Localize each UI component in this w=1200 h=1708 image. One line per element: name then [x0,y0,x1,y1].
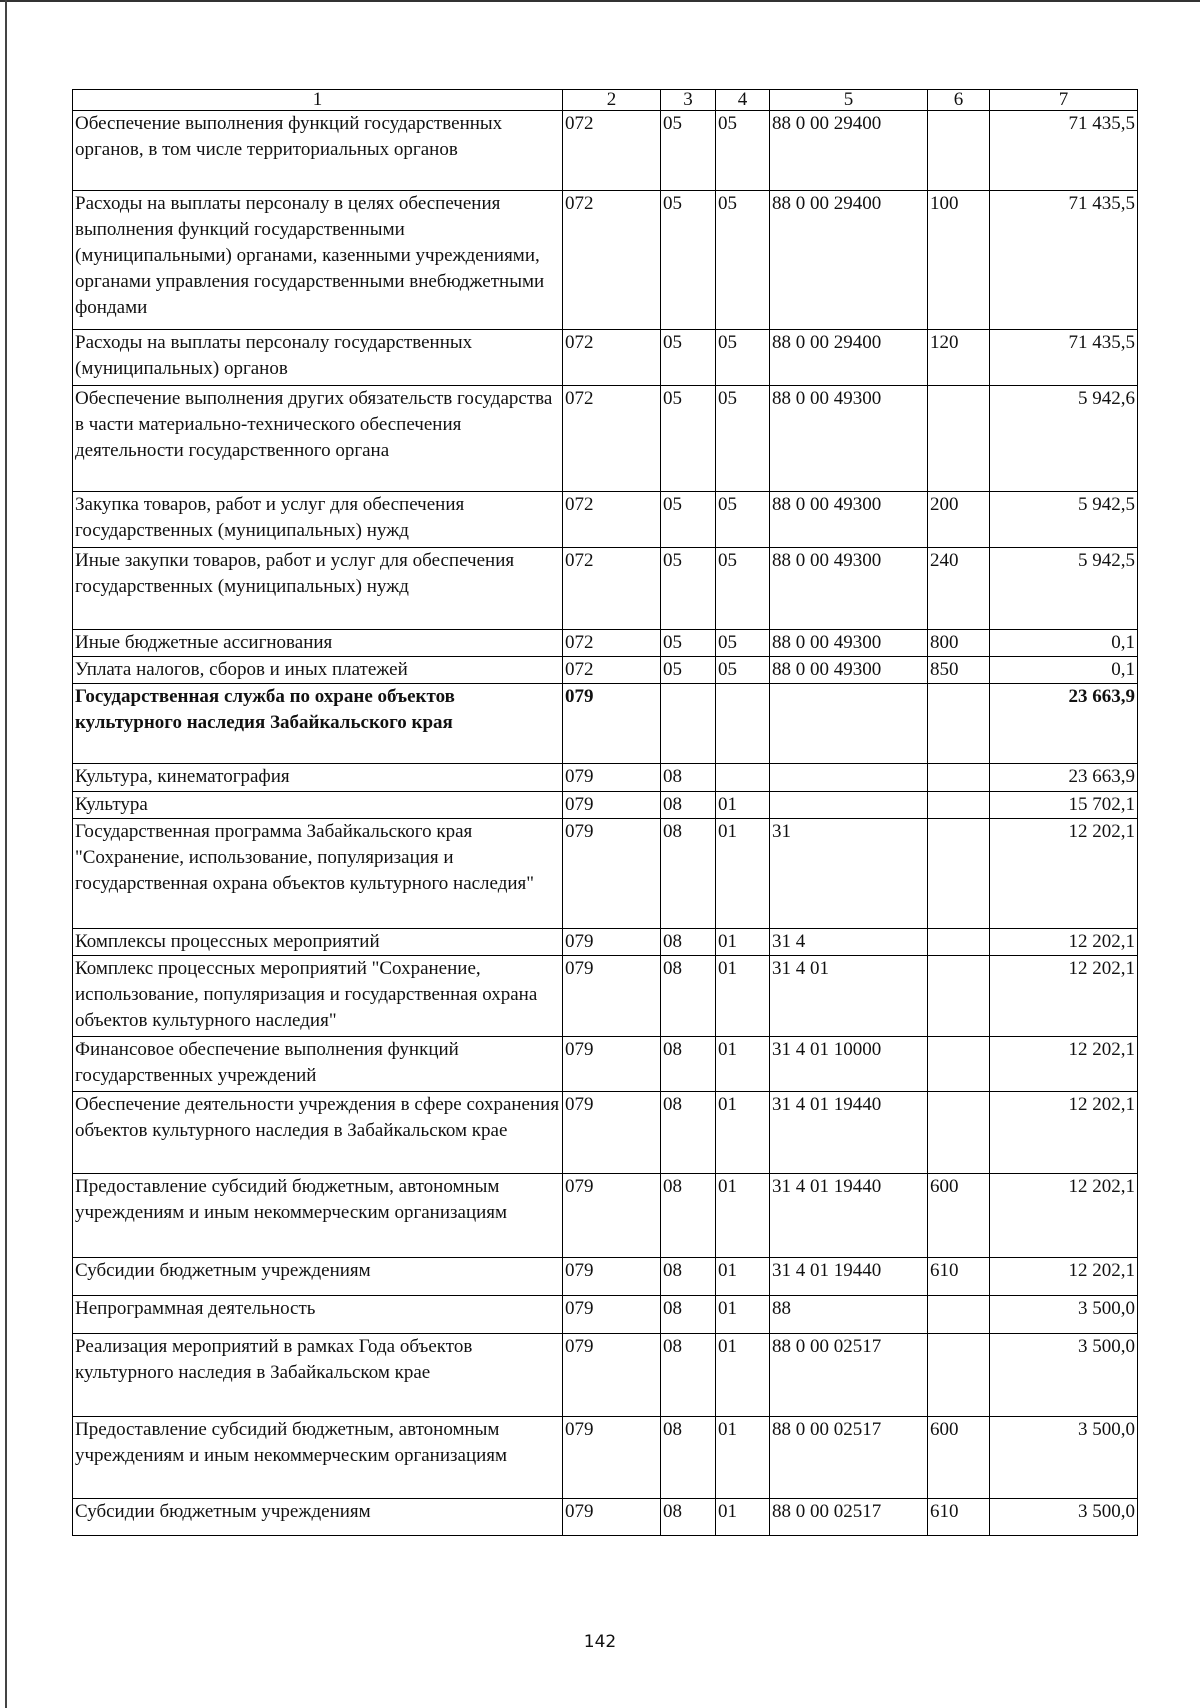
row-code-2: 079 [563,819,661,929]
page-number: 142 [583,1632,617,1652]
row-code-2: 079 [563,1499,661,1536]
row-code-3: 08 [661,764,716,792]
table-row [73,111,1138,191]
row-code-5: 31 4 01 19440 [770,1174,928,1258]
row-code-4: 05 [716,111,770,191]
row-name: Финансовое обеспечение выполнения функций государственных учреждений [73,1037,563,1092]
header-col-6: 6 [928,90,990,111]
row-code-2: 079 [563,684,661,764]
row-code-5: 88 0 00 02517 [770,1417,928,1499]
row-name: Культура [73,792,563,819]
row-name: Обеспечение выполнения других обязательств государства в части материально-технического обеспечения деятельности государственного органа [73,386,563,492]
row-code-5: 88 0 00 02517 [770,1334,928,1417]
row-amount: 12 202,1 [990,1258,1138,1296]
row-code-4: 01 [716,929,770,956]
row-amount: 3 500,0 [990,1499,1138,1536]
row-code-2: 079 [563,956,661,1037]
row-code-3: 05 [661,657,716,684]
row-code-2: 072 [563,657,661,684]
row-code-2: 079 [563,792,661,819]
row-amount: 12 202,1 [990,956,1138,1037]
row-code-5: 88 0 00 49300 [770,657,928,684]
table-row [73,956,1138,1037]
row-code-6 [928,1092,990,1174]
row-code-5: 31 4 01 19440 [770,1258,928,1296]
row-code-3: 08 [661,1334,716,1417]
table-row [73,819,1138,929]
row-code-2: 079 [563,1296,661,1334]
row-code-2: 072 [563,191,661,330]
row-amount: 0,1 [990,657,1138,684]
row-amount: 5 942,6 [990,386,1138,492]
row-code-3 [661,684,716,764]
table-row [73,764,1138,792]
row-amount: 12 202,1 [990,819,1138,929]
row-code-5: 31 4 01 10000 [770,1037,928,1092]
row-code-2: 079 [563,929,661,956]
row-code-6: 600 [928,1174,990,1258]
row-code-6: 850 [928,657,990,684]
row-code-6 [928,929,990,956]
table-row [73,630,1138,657]
row-code-5 [770,684,928,764]
table-header-row [73,90,1138,111]
row-code-2: 072 [563,492,661,548]
row-code-3: 08 [661,819,716,929]
table-row [73,1258,1138,1296]
row-code-2: 072 [563,111,661,191]
row-code-4: 05 [716,657,770,684]
row-code-4: 05 [716,548,770,630]
row-name: Предоставление субсидий бюджетным, автономным учреждениям и иным некоммерческим организациям [73,1417,563,1499]
row-code-6: 800 [928,630,990,657]
row-name: Обеспечение деятельности учреждения в сфере сохранения объектов культурного наследия в Забайкальском крае [73,1092,563,1174]
row-code-5: 88 0 00 29400 [770,111,928,191]
budget-table [72,89,1138,1536]
row-code-4: 01 [716,819,770,929]
row-code-6 [928,764,990,792]
row-name: Закупка товаров, работ и услуг для обеспечения государственных (муниципальных) нужд [73,492,563,548]
row-code-3: 08 [661,1174,716,1258]
header-col-5: 5 [770,90,928,111]
row-code-3: 05 [661,111,716,191]
row-code-5: 88 0 00 02517 [770,1499,928,1536]
row-code-2: 079 [563,764,661,792]
row-code-2: 072 [563,386,661,492]
row-amount: 3 500,0 [990,1296,1138,1334]
row-code-3: 05 [661,548,716,630]
row-code-4: 05 [716,386,770,492]
row-name: Субсидии бюджетным учреждениям [73,1499,563,1536]
row-amount: 5 942,5 [990,548,1138,630]
row-name: Предоставление субсидий бюджетным, автономным учреждениям и иным некоммерческим организациям [73,1174,563,1258]
row-code-4: 01 [716,792,770,819]
row-code-5: 31 4 [770,929,928,956]
row-code-6 [928,956,990,1037]
row-code-6 [928,111,990,191]
row-name: Реализация мероприятий в рамках Года объектов культурного наследия в Забайкальском крае [73,1334,563,1417]
table-row [73,929,1138,956]
row-code-4: 01 [716,956,770,1037]
row-code-5: 88 0 00 49300 [770,386,928,492]
row-amount: 12 202,1 [990,1174,1138,1258]
row-name: Обеспечение выполнения функций государственных органов, в том числе территориальных органов [73,111,563,191]
table-row [73,330,1138,386]
row-code-2: 079 [563,1092,661,1174]
row-code-2: 072 [563,330,661,386]
row-code-5: 31 4 01 [770,956,928,1037]
row-name: Субсидии бюджетным учреждениям [73,1258,563,1296]
header-col-2: 2 [563,90,661,111]
table-row [73,1296,1138,1334]
row-code-6: 610 [928,1258,990,1296]
row-amount: 3 500,0 [990,1334,1138,1417]
row-code-5: 88 0 00 29400 [770,330,928,386]
row-code-4: 01 [716,1296,770,1334]
row-name: Иные закупки товаров, работ и услуг для обеспечения государственных (муниципальных) нужд [73,548,563,630]
table-row [73,657,1138,684]
row-code-4: 01 [716,1258,770,1296]
row-code-4: 01 [716,1037,770,1092]
header-col-3: 3 [661,90,716,111]
row-code-5: 88 0 00 29400 [770,191,928,330]
row-code-3: 08 [661,1092,716,1174]
row-amount: 15 702,1 [990,792,1138,819]
row-amount: 12 202,1 [990,929,1138,956]
row-code-4: 01 [716,1499,770,1536]
table-row [73,1174,1138,1258]
row-code-3: 08 [661,1296,716,1334]
row-code-3: 08 [661,1037,716,1092]
row-code-5: 88 0 00 49300 [770,630,928,657]
row-name: Уплата налогов, сборов и иных платежей [73,657,563,684]
row-code-6 [928,386,990,492]
table-row [73,1334,1138,1417]
row-amount: 12 202,1 [990,1037,1138,1092]
row-code-2: 072 [563,630,661,657]
table-row [73,792,1138,819]
row-code-3: 08 [661,792,716,819]
row-code-4: 05 [716,492,770,548]
row-code-5: 88 [770,1296,928,1334]
row-code-4: 05 [716,630,770,657]
row-code-6 [928,1334,990,1417]
scan-top-border [0,0,1200,2]
table-row [73,1417,1138,1499]
row-code-3: 05 [661,630,716,657]
row-code-2: 079 [563,1334,661,1417]
table-row [73,191,1138,330]
row-code-6 [928,819,990,929]
row-name: Комплекс процессных мероприятий "Сохранение, использование, популяризация и государственная охрана объектов культурного наследия" [73,956,563,1037]
row-code-5: 88 0 00 49300 [770,548,928,630]
row-name: Непрограммная деятельность [73,1296,563,1334]
row-code-5: 31 4 01 19440 [770,1092,928,1174]
row-name: Государственная служба по охране объектов культурного наследия Забайкальского края [73,684,563,764]
row-code-5: 31 [770,819,928,929]
row-amount: 3 500,0 [990,1417,1138,1499]
row-code-5 [770,792,928,819]
row-name: Расходы на выплаты персоналу государственных (муниципальных) органов [73,330,563,386]
row-code-6: 200 [928,492,990,548]
row-code-2: 079 [563,1417,661,1499]
row-name: Культура, кинематография [73,764,563,792]
row-code-2: 072 [563,548,661,630]
row-amount: 0,1 [990,630,1138,657]
row-name: Государственная программа Забайкальского края "Сохранение, использование, популяризация и государственная охрана объектов культурного наследия" [73,819,563,929]
row-code-4: 01 [716,1092,770,1174]
row-code-5: 88 0 00 49300 [770,492,928,548]
row-code-3: 08 [661,1499,716,1536]
row-code-2: 079 [563,1174,661,1258]
row-code-3: 08 [661,1417,716,1499]
row-code-4: 01 [716,1417,770,1499]
header-col-4: 4 [716,90,770,111]
table-row-section-heading [73,684,1138,764]
row-code-3: 08 [661,1258,716,1296]
header-col-1: 1 [73,90,563,111]
table-row [73,1499,1138,1536]
row-code-4: 01 [716,1334,770,1417]
row-code-5 [770,764,928,792]
row-code-6 [928,792,990,819]
row-code-2: 079 [563,1037,661,1092]
row-code-3: 08 [661,956,716,1037]
row-code-4 [716,764,770,792]
row-code-6 [928,1296,990,1334]
row-amount: 71 435,5 [990,330,1138,386]
row-code-3: 05 [661,330,716,386]
row-code-6: 120 [928,330,990,386]
table-row [73,1092,1138,1174]
table-row [73,548,1138,630]
row-name: Расходы на выплаты персоналу в целях обеспечения выполнения функций государственными (муниципальными) органами, казенными учреждениями, органами управления государственными внебюджетными фондами [73,191,563,330]
row-code-4: 01 [716,1174,770,1258]
table-row [73,492,1138,548]
row-code-3: 08 [661,929,716,956]
row-amount: 23 663,9 [990,684,1138,764]
row-code-6: 610 [928,1499,990,1536]
table-row [73,1037,1138,1092]
row-amount: 5 942,5 [990,492,1138,548]
row-amount: 23 663,9 [990,764,1138,792]
row-name: Иные бюджетные ассигнования [73,630,563,657]
header-col-7: 7 [990,90,1138,111]
row-name: Комплексы процессных мероприятий [73,929,563,956]
row-code-6 [928,684,990,764]
row-amount: 12 202,1 [990,1092,1138,1174]
row-code-4: 05 [716,191,770,330]
row-code-3: 05 [661,386,716,492]
row-code-2: 079 [563,1258,661,1296]
row-code-3: 05 [661,492,716,548]
table-row [73,386,1138,492]
row-code-4: 05 [716,330,770,386]
row-code-6: 600 [928,1417,990,1499]
row-amount: 71 435,5 [990,111,1138,191]
row-code-6 [928,1037,990,1092]
row-code-6: 100 [928,191,990,330]
row-code-3: 05 [661,191,716,330]
row-code-4 [716,684,770,764]
row-amount: 71 435,5 [990,191,1138,330]
scan-left-border [5,0,7,1708]
row-code-6: 240 [928,548,990,630]
